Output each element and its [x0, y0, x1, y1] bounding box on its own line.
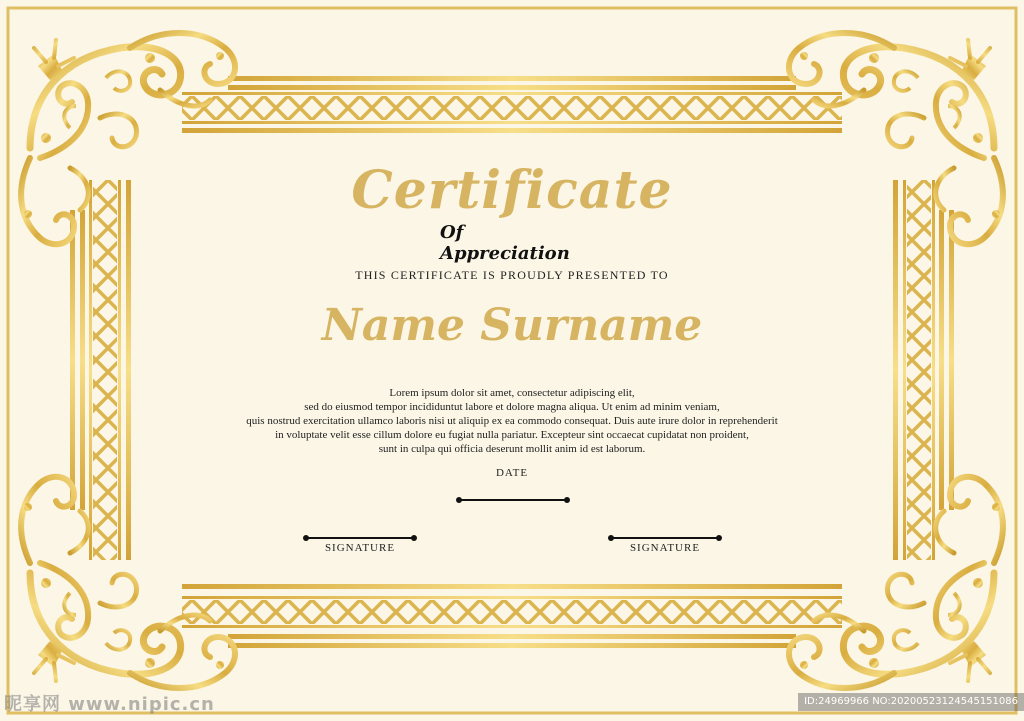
signature-left-line [306, 537, 414, 539]
left-band [70, 180, 131, 560]
watermark-id: ID:24969966 NO:20200523124545151086 [798, 693, 1024, 711]
body-line: sed do eiusmod tempor incididuntut labore et dolore magna aliqua. Ut enim ad minim veniam, [304, 401, 720, 413]
body-line: quis nostrud exercitation ullamco laboris nisi ut aliquip ex ea commodo consequat. Duis aute irure dolor in reprehenderit [246, 415, 778, 427]
date-label: DATE [495, 467, 529, 479]
bottom-band [182, 584, 842, 648]
certificate-subtitle: Of Appreciation [440, 222, 570, 264]
watermark-site: 昵享网 www.nipic.cn [4, 694, 215, 715]
signature-right-label: SIGNATURE [629, 542, 701, 554]
recipient-name: Name Surname [321, 300, 703, 351]
body-line: sunt in culpa qui officia deserunt mollit anim id est laborum. [378, 443, 646, 455]
top-band [182, 76, 842, 133]
signature-right-line [611, 537, 719, 539]
certificate-title: Certificate [351, 160, 673, 221]
presented-to-text: THIS CERTIFICATE IS PROUDLY PRESENTED TO [355, 268, 669, 282]
body-line: in voluptate velit esse cillum dolore eu fugiat nulla pariatur. Excepteur sint occaecat cupidatat non proident, [275, 429, 749, 441]
right-band [893, 180, 954, 560]
signature-left-label: SIGNATURE [324, 542, 396, 554]
date-line [459, 499, 567, 501]
body-line: Lorem ipsum dolor sit amet, consectetur adipiscing elit, [389, 387, 635, 399]
